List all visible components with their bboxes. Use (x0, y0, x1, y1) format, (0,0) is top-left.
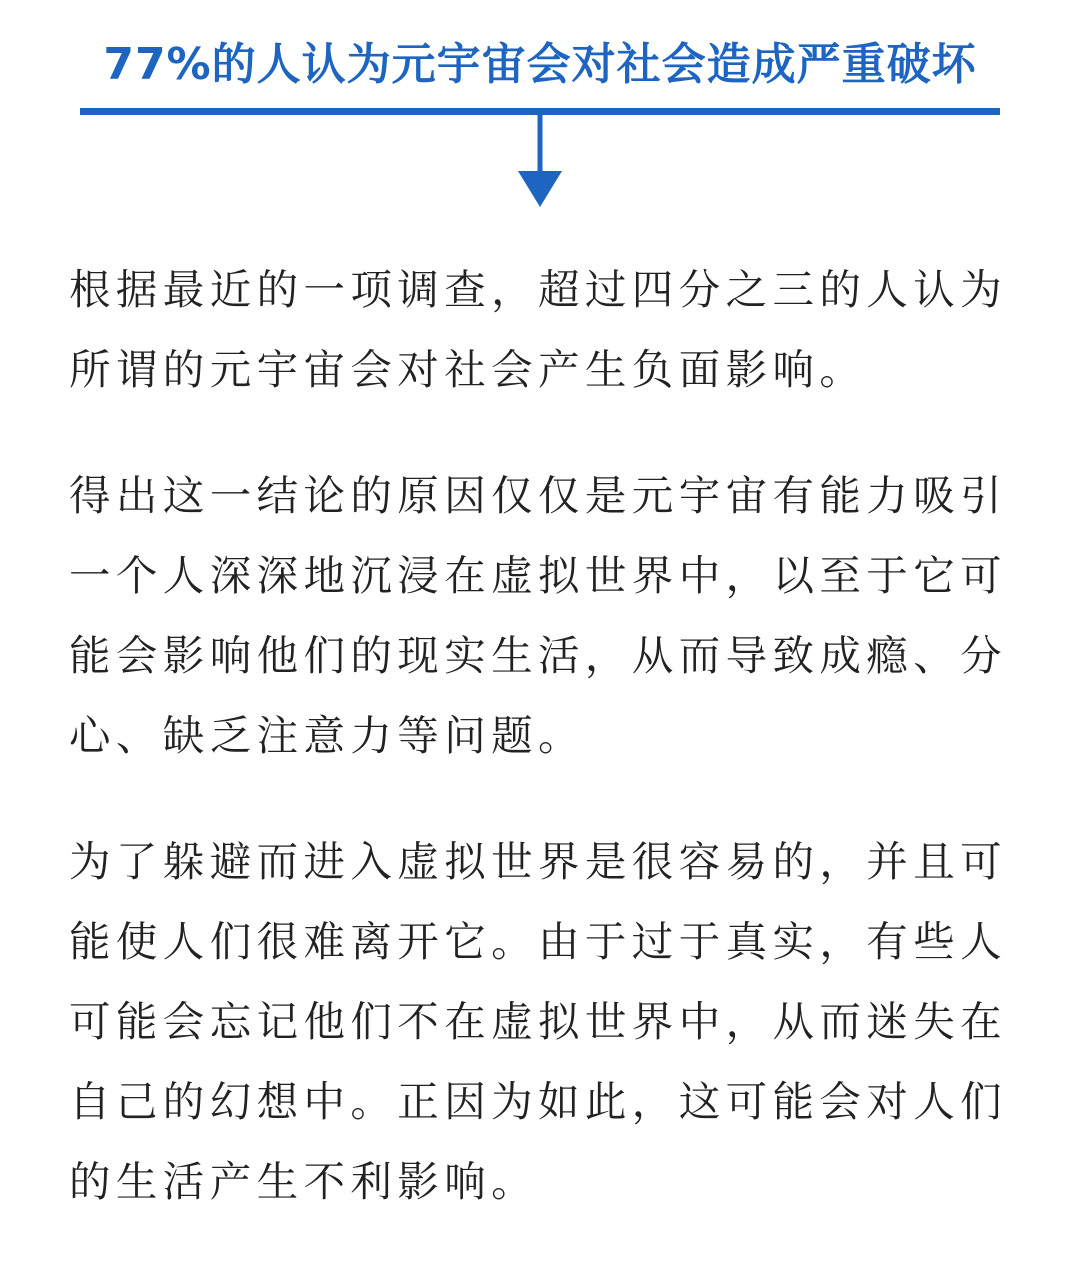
headline: 77%的人认为元宇宙会对社会造成严重破坏 (103, 39, 977, 90)
paragraph-3: 为了躲避而进入虚拟世界是很容易的，并且可能使人们很难离开它。由于过于真实，有些人可能会忘记他们不在虚拟世界中，从而迷失在自己的幻想中。正因为如此，这可能会对人们的生活产生不利影响。 (69, 837, 1008, 1206)
paragraph-1: 根据最近的一项调查，超过四分之三的人认为所谓的元宇宙会对社会产生负面影响。 (69, 265, 1008, 394)
article-body (69, 250, 1014, 1268)
paragraph-2: 得出这一结论的原因仅仅是元宇宙有能力吸引一个人深深地沉浸在虚拟世界中，以至于它可能会影响他们的现实生活，从而导致成瘾、分心、缺乏注意力等问题。 (69, 471, 1008, 760)
down-arrow-icon (512, 114, 568, 210)
